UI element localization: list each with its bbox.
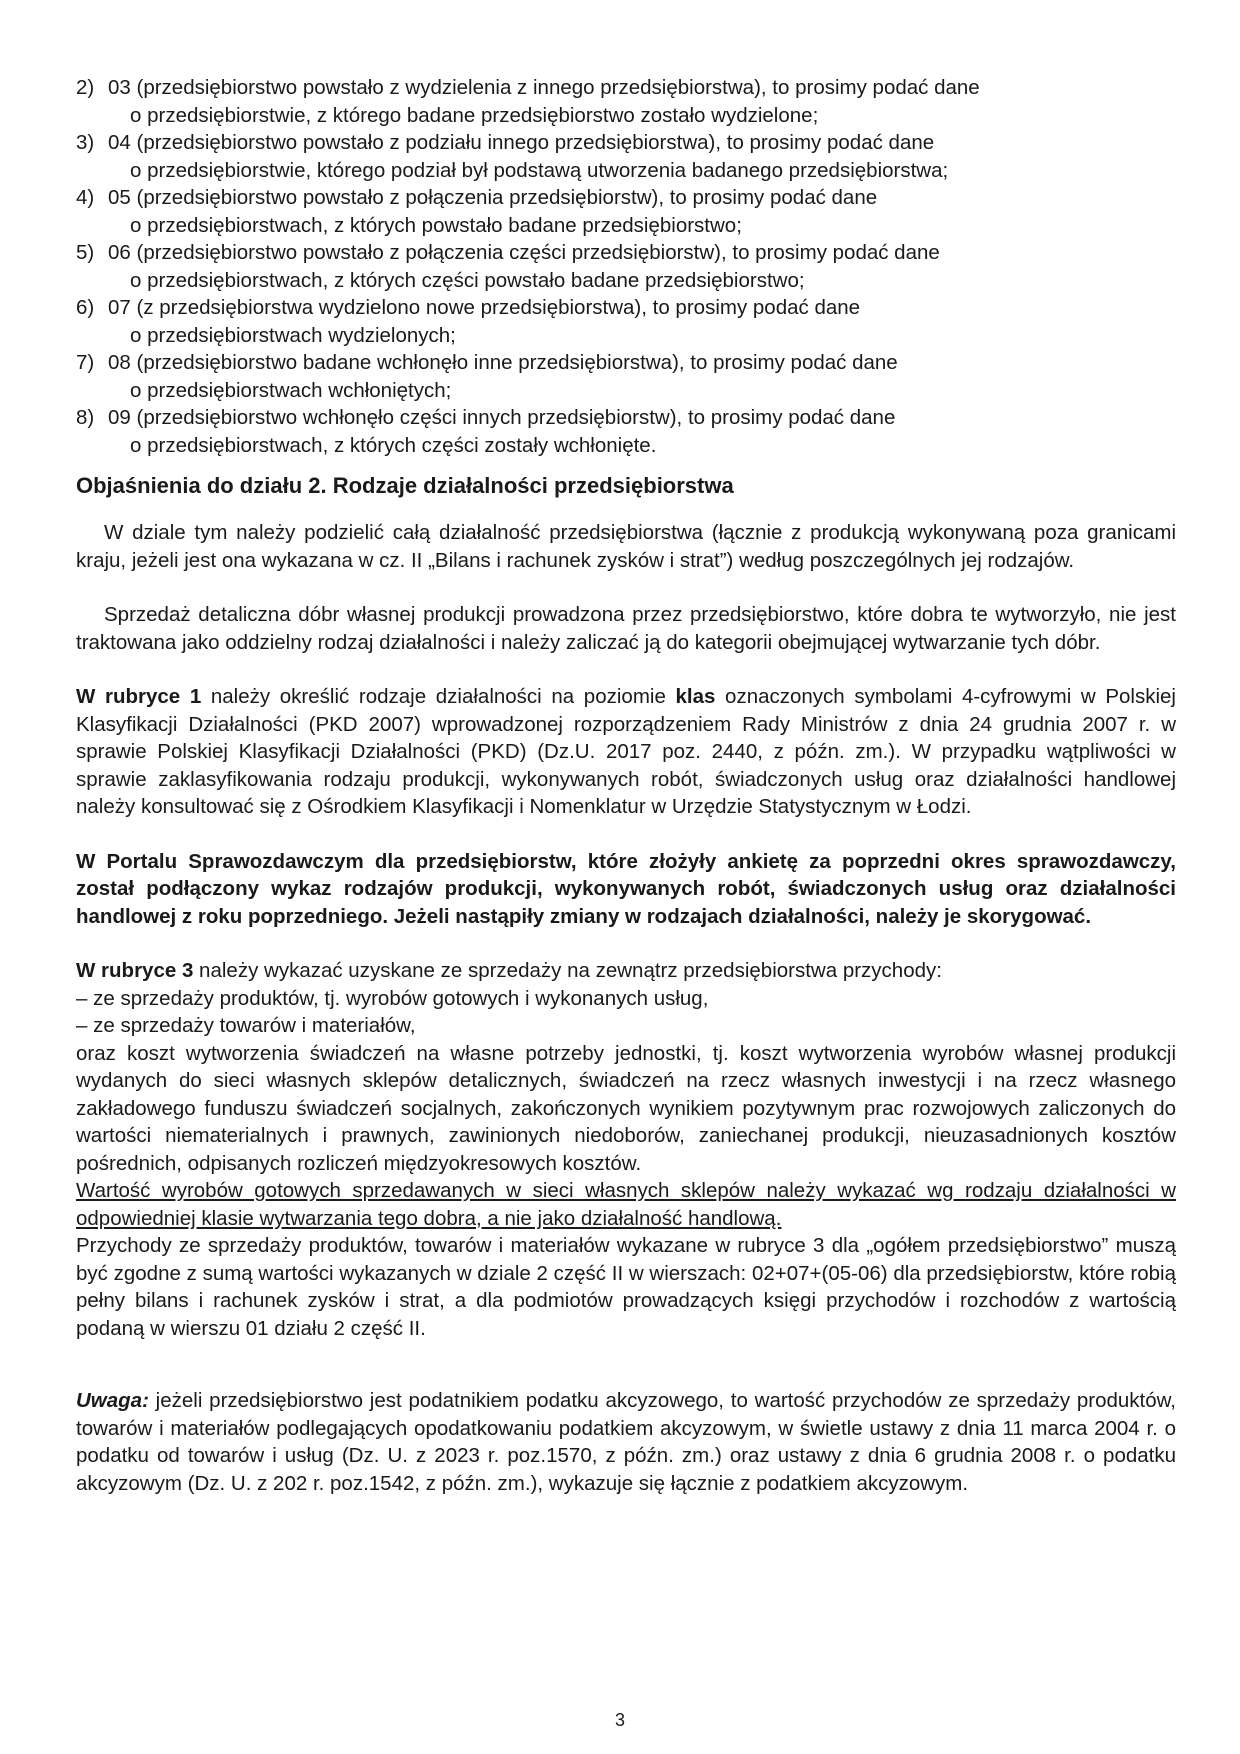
- paragraph-rubric-3: W rubryce 3 należy wykazać uzyskane ze sprzedaży na zewnątrz przedsiębiorstwa przychody: – ze sprzedaży produktów, tj. wyrobów gotowych i wykonanych usług, – ze sprzedaży towarów i materiałów, oraz koszt wytworzenia świadczeń na własne potrzeby jednostki, tj. koszt wytworzenia wyrobów własnej produkcji wydanych do sieci własnych sklepów detalicznych, świadczeń na rzecz własnych inwestycji i na rzecz własnego zakładowego funduszu świadczeń socjalnych, zakończonych wynikiem pozytywnym prac rozwojowych zaliczonych do wartości niematerialnych i prawnych, zawinionych niedoborów, zaniechanej produkcji, nieuzasadnionych kosztów pośrednich, odpisanych rozliczeń międzyokresowych kosztów. Wartość wyrobów gotowych sprzedawanych w sieci własnych sklepów należy wykazać wg rodzaju działalności w odpowiedniej klasie wytwarzania tego dobra, a nie jako działalność handlową. Przychody ze sprzedaży produktów, towarów i materiałów wykazane w rubryce 3 dla „ogółem przedsiębiorstwo” muszą być zgodne z sumą wartości wykazanych w dziale 2 część II w wierszach: 02+07+(05-06) dla przedsiębiorstw, które robią pełny bilans i rachunek zysków i strat, a dla podmiotów prowadzących księgi przychodów i rozchodów z wartością podaną w wierszu 01 działu 2 część II.: [76, 957, 1176, 1342]
- list-item-text: 07 (z przedsiębiorstwa wydzielono nowe przedsiębiorstwa), to prosimy podać dane o przedsiębiorstwach wydzielonych;: [108, 296, 861, 347]
- paragraph-scope: W dziale tym należy podzielić całą działalność przedsiębiorstwa (łącznie z produkcją wykonywaną poza granicami kraju, jeżeli jest ona wykazana w cz. II „Bilans i rachunek zysków i strat”) według poszczególnych jej rodzajów.: [76, 521, 1176, 572]
- list-item: [76, 349, 1176, 404]
- numbered-list: [76, 74, 1176, 459]
- list-item-text: 05 (przedsiębiorstwo powstało z połączenia przedsiębiorstw), to prosimy podać dane o przedsiębiorstwach, z których powstało badane przedsiębiorstwo;: [108, 186, 878, 237]
- list-item-number: 5): [76, 241, 95, 264]
- list-item-number: 2): [76, 76, 95, 99]
- list-item-text: 03 (przedsiębiorstwo powstało z wydzielenia z innego przedsiębiorstwa), to prosimy podać dane o przedsiębiorstwie, z którego badane przedsiębiorstwo zostało wydzielone;: [108, 76, 980, 127]
- list-item-number: 4): [76, 186, 95, 209]
- dash-item: – ze sprzedaży towarów i materiałów,: [76, 1014, 416, 1037]
- excise-note: Uwaga: jeżeli przedsiębiorstwo jest podatnikiem podatku akcyzowego, to wartość przychodów ze sprzedaży produktów, towarów i materiałów podlegających opodatkowaniu podatkiem akcyzowym, w świetle ustawy z dnia 11 marca 2004 r. o podatku od towarów i usług (Dz. U. z 2023 r. poz.1570, z późn. zm.) oraz ustawy z dnia 6 grudnia 2008 r. o podatku akcyzowym (Dz. U. z 202 r. poz.1542, z późn. zm.), wykazuje się łącznie z podatkiem akcyzowym.: [76, 1389, 1176, 1495]
- document-page: [76, 74, 1176, 1497]
- page-number: 3: [614, 1710, 625, 1730]
- revenue-consistency: Przychody ze sprzedaży produktów, towarów i materiałów wykazane w rubryce 3 dla „ogółem przedsiębiorstwo” muszą być zgodne z sumą wartości wykazanych w dziale 2 część II w wierszach: 02+07+(05-06) dla przedsiębiorstw, które robią pełny bilans i rachunek zysków i strat, a dla podmiotów prowadzących księgi przychodów i rozchodów z wartością podaną w wierszu 01 działu 2 część II.: [76, 1234, 1176, 1340]
- paragraph-rubric-1: W rubryce 1 należy określić rodzaje działalności na poziomie klas oznaczonych symbolami 4-cyfrowymi w Polskiej Klasyfikacji Działalności (PKD 2007) wprowadzonej rozporządzeniem Rady Ministrów z dnia 24 grudnia 2007 r. w sprawie Polskiej Klasyfikacji Działalności (PKD) (Dz.U. 2017 poz. 2440, z późn. zm.). W przypadku wątpliwości w sprawie zaklasyfikowania rodzaju produkcji, wykonywanych robót, świadczonych usług oraz działalności handlowej należy konsultować się z Ośrodkiem Klasyfikacji i Nomenklatur w Urzędzie Statystycznym w Łodzi.: [76, 685, 1176, 818]
- klas-bold: klas: [675, 685, 716, 708]
- list-item: [76, 74, 1176, 129]
- list-item: [76, 239, 1176, 294]
- underlined-note: Wartość wyrobów gotowych sprzedawanych w sieci własnych sklepów należy wykazać wg rodzaju działalności w odpowiedniej klasie wytwarzania tego dobra, a nie jako działalność handlową.: [76, 1179, 1176, 1230]
- rubric-3-label: W rubryce 3: [76, 959, 194, 982]
- list-item: [76, 294, 1176, 349]
- note-label: Uwaga:: [76, 1389, 149, 1412]
- list-item-number: 6): [76, 296, 95, 319]
- rubric-1-label: W rubryce 1: [76, 685, 202, 708]
- dash-item: – ze sprzedaży produktów, tj. wyrobów gotowych i wykonanych usług,: [76, 986, 709, 1010]
- list-item: [76, 129, 1176, 184]
- paragraph-retail: Sprzedaż detaliczna dóbr własnej produkcji prowadzona przez przedsiębiorstwo, które dobra te wytworzyło, nie jest traktowana jako oddzielny rodzaj działalności i należy zaliczać ją do kategorii obejmującej wytwarzanie tych dóbr.: [76, 603, 1176, 654]
- list-item-text: 09 (przedsiębiorstwo wchłonęło części innych przedsiębiorstw), to prosimy podać dane o przedsiębiorstwach, z których części zostały wchłonięte.: [108, 406, 896, 457]
- list-item: [76, 404, 1176, 459]
- list-item-number: 8): [76, 406, 95, 429]
- section-heading: Objaśnienia do działu 2. Rodzaje działalności przedsiębiorstwa: [76, 473, 734, 498]
- paragraph-portal: W Portalu Sprawozdawczym dla przedsiębiorstw, które złożyły ankietę za poprzedni okres sprawozdawczy, został podłączony wykaz rodzajów produkcji, wykonywanych robót, świadczonych usług oraz działalności handlowej z roku poprzedniego. Jeżeli nastąpiły zmiany w rodzajach działalności, należy je skorygować.: [76, 849, 1176, 928]
- list-item-text: 04 (przedsiębiorstwo powstało z podziału innego przedsiębiorstwa), to prosimy podać dane o przedsiębiorstwie, którego podział był podstawą utworzenia badanego przedsiębiorstwa;: [108, 131, 949, 182]
- list-item-number: 7): [76, 351, 95, 374]
- list-item-text: 06 (przedsiębiorstwo powstało z połączenia części przedsiębiorstw), to prosimy podać dane o przedsiębiorstwach, z których części powstało badane przedsiębiorstwo;: [108, 241, 940, 292]
- list-item-text: 08 (przedsiębiorstwo badane wchłonęło inne przedsiębiorstwa), to prosimy podać dane o przedsiębiorstwach wchłoniętych;: [108, 351, 898, 402]
- costs-text: oraz koszt wytworzenia świadczeń na własne potrzeby jednostki, tj. koszt wytworzenia wyrobów własnej produkcji wydanych do sieci własnych sklepów detalicznych, świadczeń na rzecz własnych inwestycji i na rzecz własnego zakładowego funduszu świadczeń socjalnych, zakończonych wynikiem pozytywnym prac rozwojowych zaliczonych do wartości niematerialnych i prawnych, zawinionych niedoborów, zaniechanej produkcji, nieuzasadnionych kosztów pośrednich, odpisanych rozliczeń międzyokresowych kosztów.: [76, 1041, 1176, 1175]
- list-item-number: 3): [76, 131, 95, 154]
- list-item: [76, 184, 1176, 239]
